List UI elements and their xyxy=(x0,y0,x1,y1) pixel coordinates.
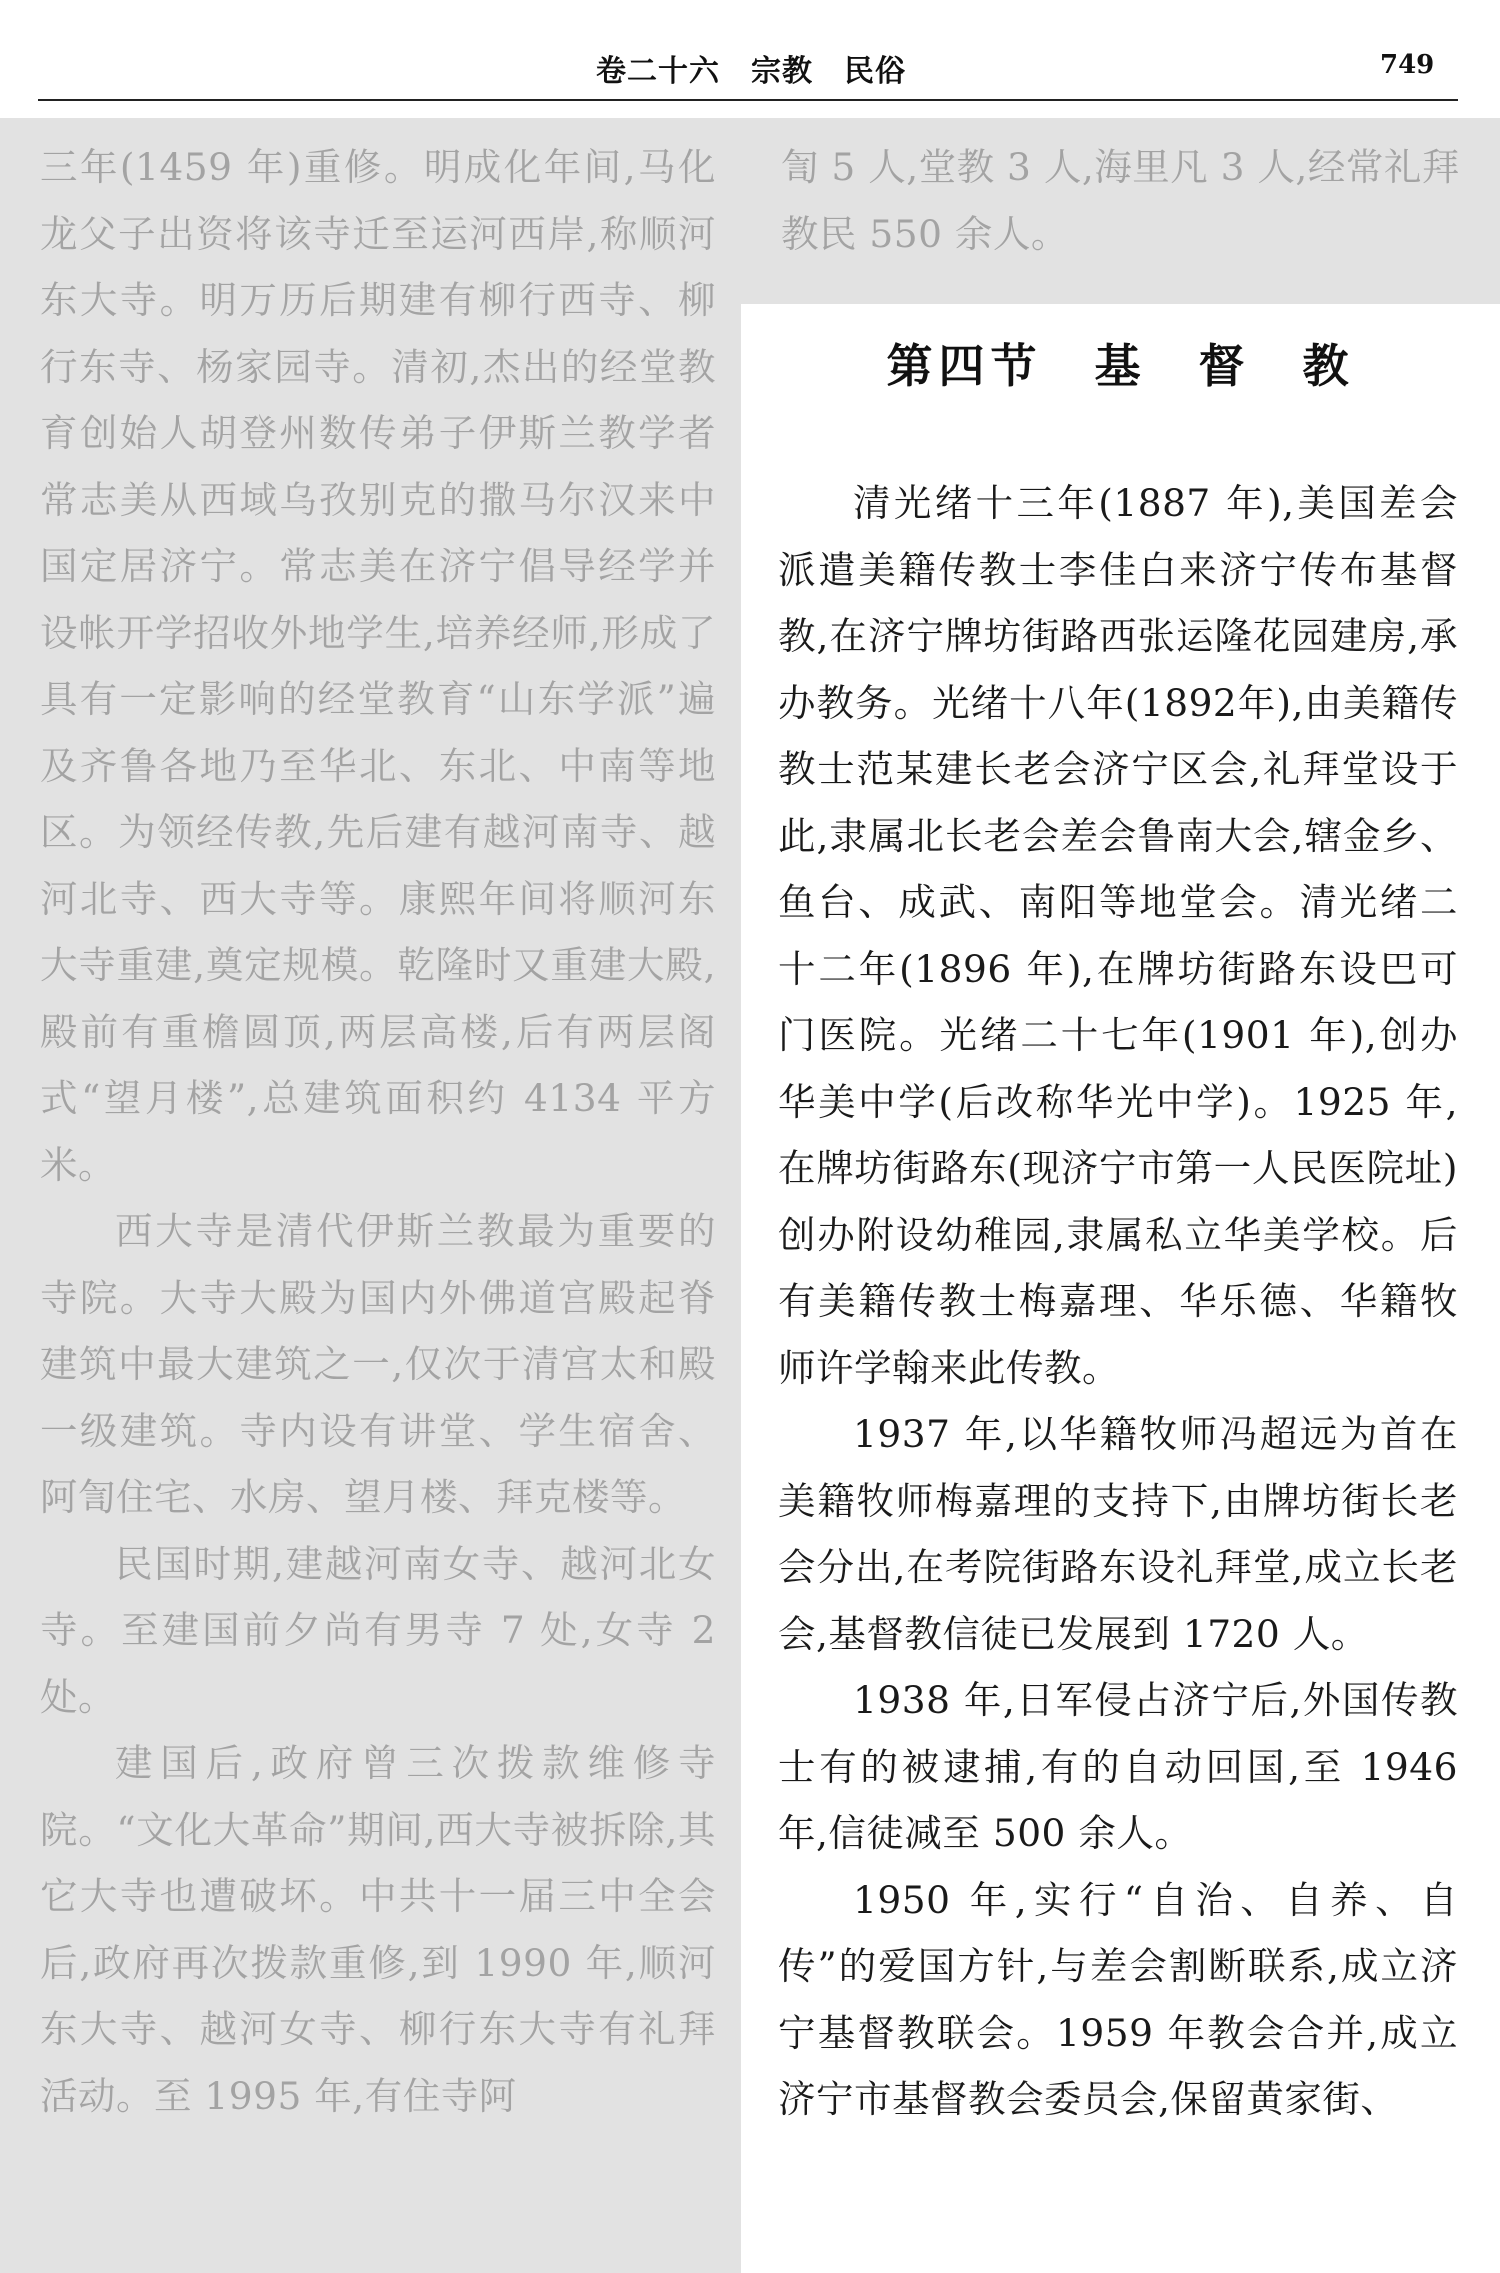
left-column-text xyxy=(40,134,716,2129)
left-paragraph-2: 西大寺是清代伊斯兰教最为重要的寺院。大寺大殿为国内外佛道宫殿起脊建筑中最大建筑之一,仅次于清宫太和殿一级建筑。寺内设有讲堂、学生宿舍、阿訇住宅、水房、望月楼、拜克楼等。 xyxy=(40,1209,716,1519)
header-rule xyxy=(38,99,1458,101)
right-paragraph-3: 1938 年,日军侵占济宁后,外国传教士有的被逮捕,有的自动回国,至 1946 年,信徒减至 500 余人。 xyxy=(778,1678,1458,1855)
right-paragraph-1: 清光绪十三年(1887 年),美国差会派遣美籍传教士李佳白来济宁传布基督教,在济宁牌坊街路西张运隆花园建房,承办教务。光绪十八年(1892年),由美籍传教士范某建长老会济宁区会,礼拜堂设于此,隶属北长老会差会鲁南大会,辖金乡、鱼台、成武、南阳等地堂会。清光绪二十二年(1896 年),在牌坊街路东设巴可门医院。光绪二十七年(1901 年),创办华美中学(后改称华光中学)。1925 年,在牌坊街路东(现济宁市第一人民医院址)创办附设幼稚园,隶属私立华美学校。后有美籍传教士梅嘉理、华乐德、华籍牧师许学翰来此传教。 xyxy=(778,481,1458,1390)
right-column xyxy=(778,470,1458,2133)
page-header xyxy=(0,0,1500,118)
right-top-continuation xyxy=(741,118,1500,304)
section-heading: 第四节 基 督 教 xyxy=(886,339,1355,393)
left-column xyxy=(0,118,741,2273)
left-paragraph-3: 民国时期,建越河南女寺、越河北女寺。至建国前夕尚有男寺 7 处,女寺 2 处。 xyxy=(40,1541,716,1719)
page-number: 749 xyxy=(1380,50,1435,80)
right-paragraph-2: 1937 年,以华籍牧师冯超远为首在美籍牧师梅嘉理的支持下,由牌坊街长老会分出,在考院街路东设礼拜堂,成立长老会,基督教信徒已发展到 1720 人。 xyxy=(778,1412,1458,1656)
left-paragraph-4: 建国后,政府曾三次拨款维修寺院。“文化大革命”期间,西大寺被拆除,其它大寺也遭破坏。中共十一届三中全会后,政府再次拨款重修,到 1990 年,顺河东大寺、越河女寺、柳行东大寺有礼拜活动。至 1995 年,有住寺阿 xyxy=(40,1741,716,2118)
running-title: 卷二十六 宗教 民俗 xyxy=(596,54,906,89)
right-paragraph-4: 1950 年,实行“自治、自养、自传”的爱国方针,与差会割断联系,成立济宁基督教联会。1959 年教会合并,成立济宁市基督教会委员会,保留黄家街、 xyxy=(778,1877,1458,2121)
left-paragraph-1: 三年(1459 年)重修。明成化年间,马化龙父子出资将该寺迁至运河西岸,称顺河东大寺。明万历后期建有柳行西寺、柳行东寺、杨家园寺。清初,杰出的经堂教育创始人胡登州数传弟子伊斯兰教学者常志美从西域乌孜别克的撒马尔汉来中国定居济宁。常志美在济宁倡导经学并设帐开学招收外地学生,培养经师,形成了具有一定影响的经堂教育“山东学派”遍及齐鲁各地乃至华北、东北、中南等地区。为领经传教,先后建有越河南寺、越河北寺、西大寺等。康熙年间将顺河东大寺重建,奠定规模。乾隆时又重建大殿,殿前有重檐圆顶,两层高楼,后有两层阁式“望月楼”,总建筑面积约 4134 平方米。 xyxy=(40,145,716,1187)
right-top-text: 訇 5 人,堂教 3 人,海里凡 3 人,经常礼拜教民 550 余人。 xyxy=(781,145,1460,256)
